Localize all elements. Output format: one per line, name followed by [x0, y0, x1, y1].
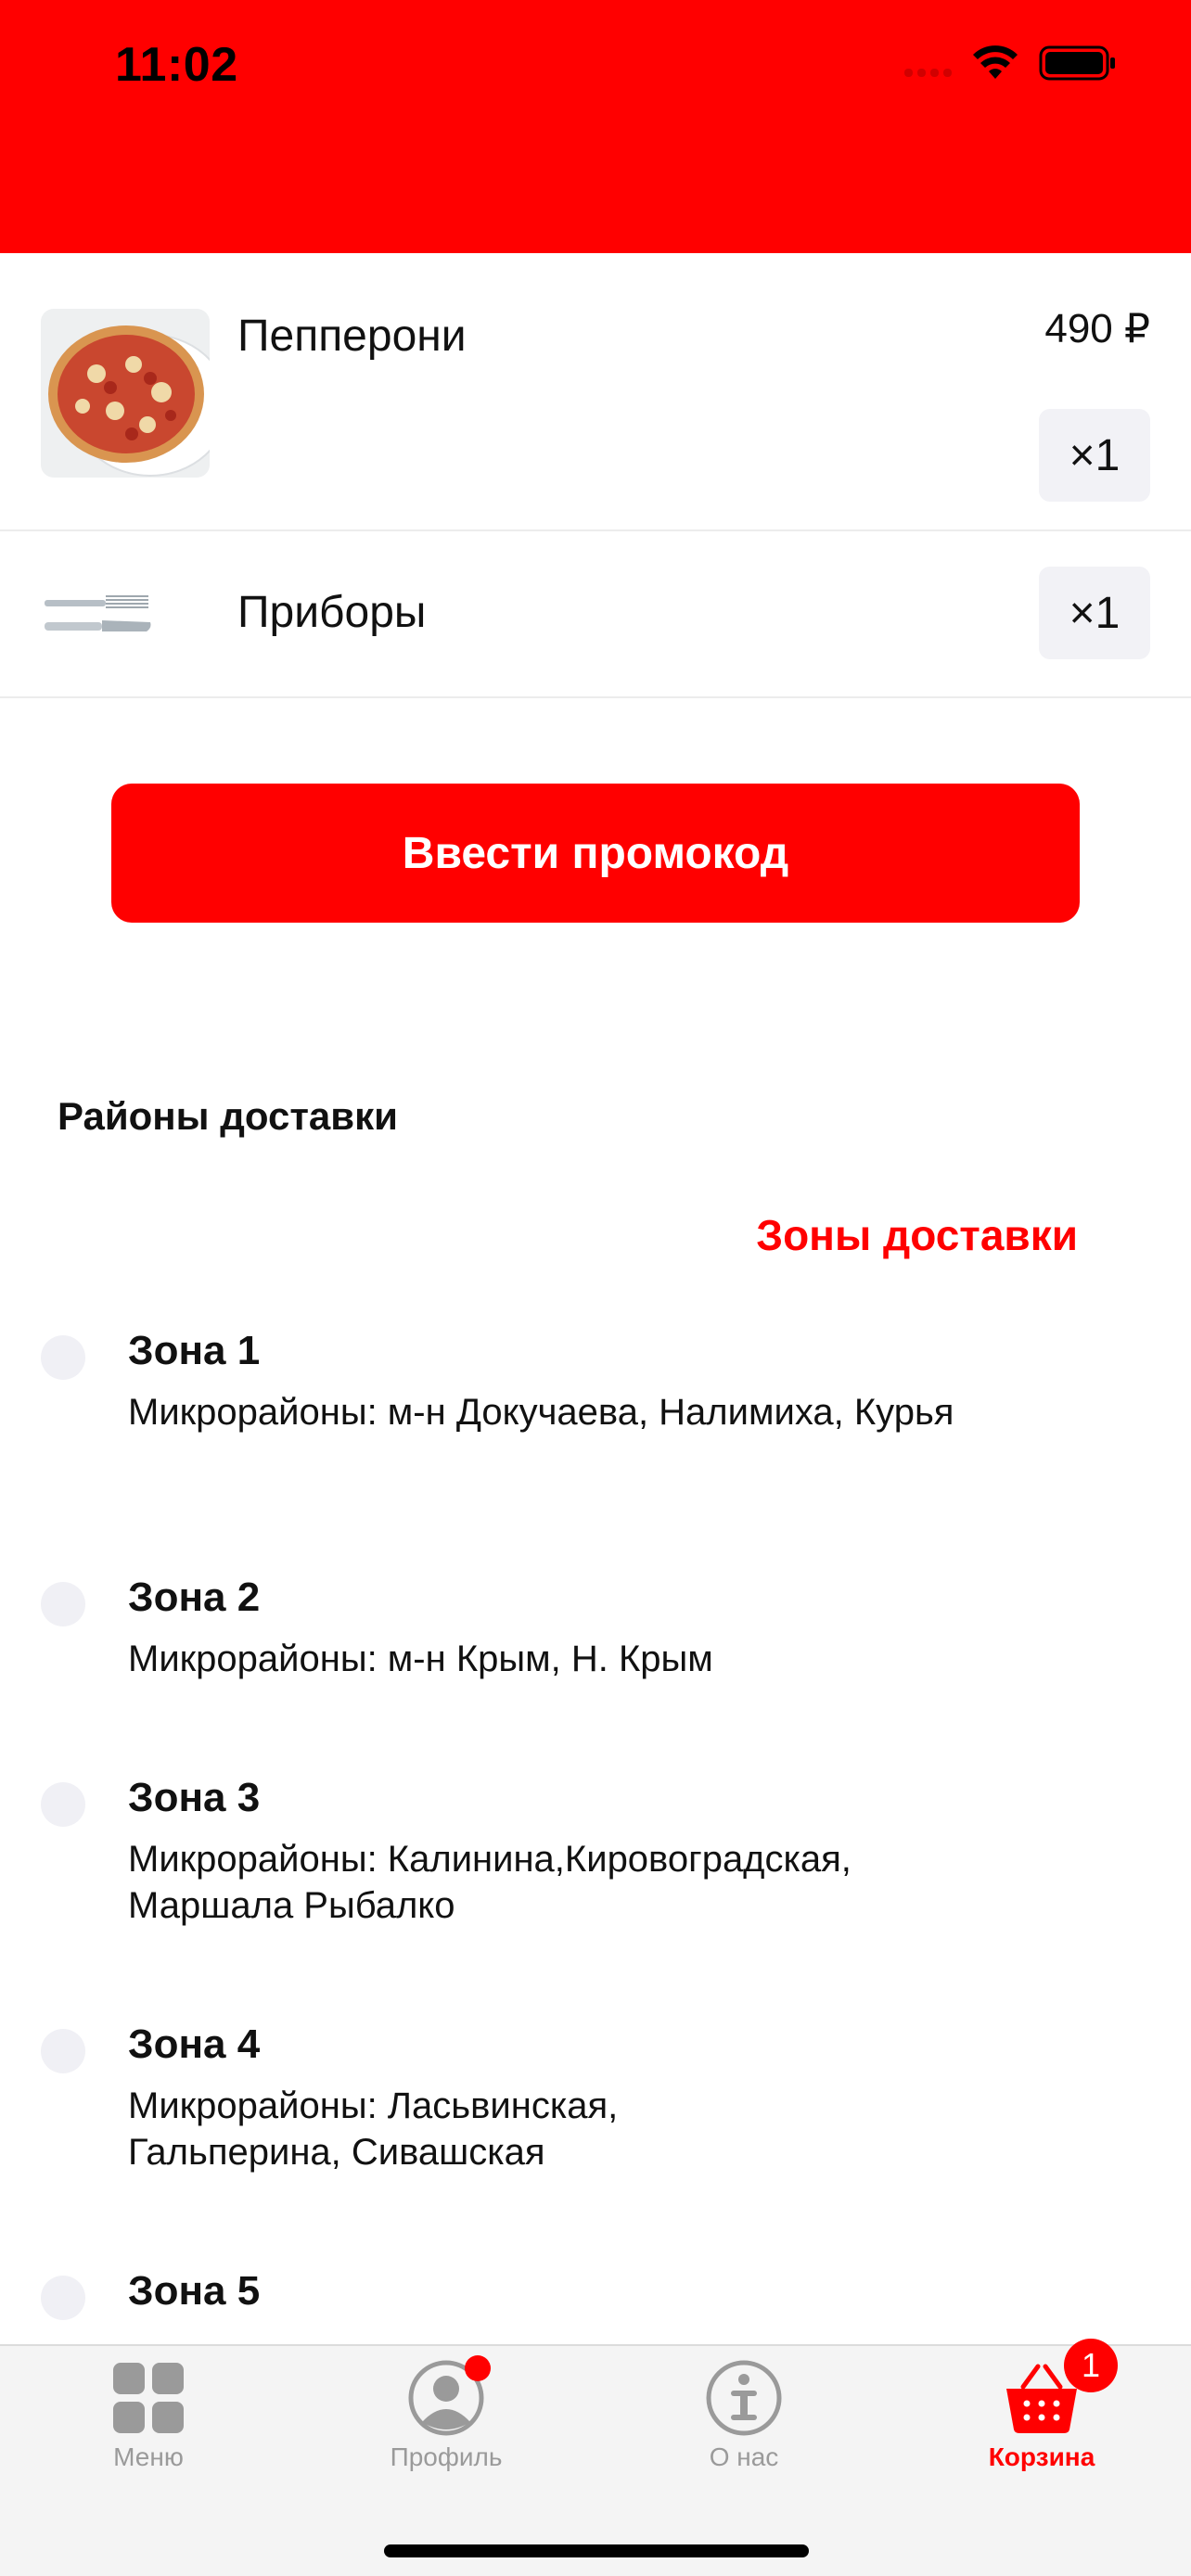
item-price: 490 ₽ — [1044, 306, 1150, 351]
header-bar — [0, 0, 1191, 253]
zone-title: Зона 5 — [128, 2268, 261, 2314]
tab-cart[interactable] — [949, 2346, 1134, 2472]
radio-button[interactable] — [41, 1782, 85, 1827]
radio-button[interactable] — [41, 1582, 85, 1626]
zone-description: Микрорайоны: м-н Докучаева, Налимиха, Курья — [128, 1392, 954, 1433]
tab-bar — [0, 2344, 1191, 2576]
enter-promo-button[interactable]: Ввести промокод — [111, 784, 1080, 923]
section-title: Районы доставки — [58, 1094, 398, 1138]
delivery-zones-link[interactable]: Зоны доставки — [756, 1211, 1078, 1259]
basket-icon — [1003, 2346, 1101, 2437]
radio-button[interactable] — [41, 2276, 85, 2320]
battery-icon — [1039, 45, 1117, 82]
tab-profile[interactable] — [353, 2359, 539, 2472]
tab-about[interactable] — [651, 2359, 837, 2472]
quantity-button[interactable]: ×1 — [1039, 567, 1150, 659]
info-icon — [705, 2359, 783, 2437]
status-time: 11:02 — [115, 38, 238, 92]
zone-description: Микрорайоны: Калинина,Кировоградская, Маршала Рыбалко — [128, 1839, 852, 1926]
status-icons — [904, 45, 1117, 82]
item-name: Пепперони — [237, 312, 467, 361]
zone-title: Зона 3 — [128, 1775, 261, 1820]
cart-item[interactable] — [0, 531, 1191, 698]
tab-label: Корзина — [988, 2442, 1095, 2471]
tab-menu[interactable] — [56, 2359, 241, 2472]
home-indicator[interactable] — [384, 2544, 809, 2557]
notification-dot — [465, 2355, 491, 2381]
item-name: Приборы — [237, 588, 427, 637]
quantity-button[interactable]: ×1 — [1039, 409, 1150, 502]
wifi-icon — [972, 45, 1018, 81]
cutlery-icon — [41, 587, 156, 643]
grid-icon — [109, 2359, 187, 2437]
cart-item[interactable] — [0, 253, 1191, 531]
tab-label: Профиль — [390, 2442, 503, 2471]
radio-button[interactable] — [41, 2029, 85, 2073]
radio-button[interactable] — [41, 1335, 85, 1380]
tab-label: Меню — [113, 2442, 184, 2471]
zone-title: Зона 2 — [128, 1575, 261, 1620]
zone-title: Зона 4 — [128, 2021, 261, 2067]
pizza-thumbnail — [41, 309, 210, 478]
cart-count-badge: 1 — [1064, 2339, 1118, 2392]
zone-description: Микрорайоны: м-н Крым, Н. Крым — [128, 1639, 713, 1679]
tab-label: О нас — [709, 2442, 779, 2471]
signal-icon — [904, 49, 952, 77]
zone-description: Микрорайоны: Ласьвинская, Гальперина, Сивашская — [128, 2085, 619, 2173]
zone-title: Зона 1 — [128, 1328, 261, 1373]
user-icon — [407, 2359, 485, 2437]
